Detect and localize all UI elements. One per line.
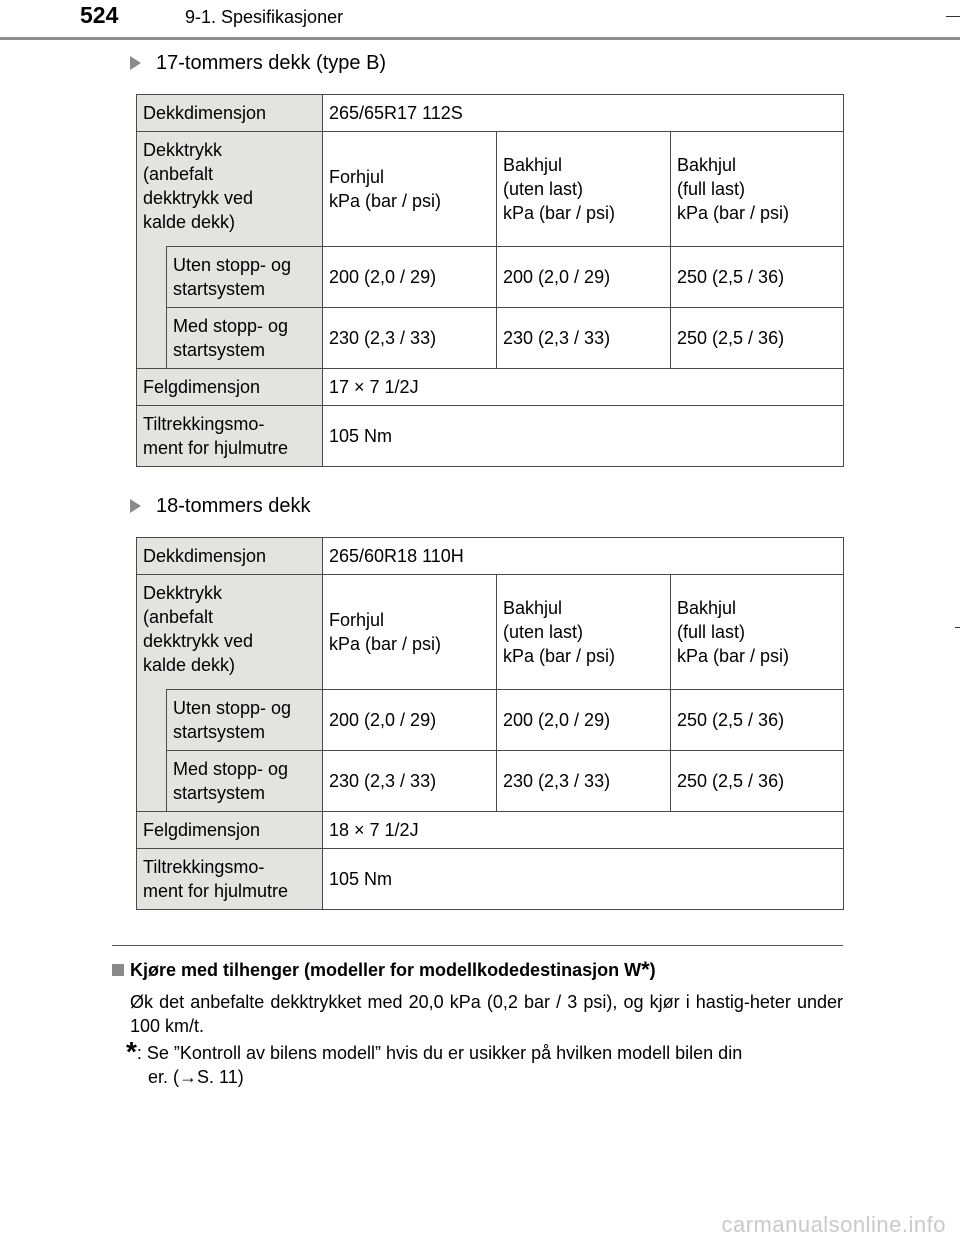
triangle-bullet-icon [130,56,141,70]
footnote [126,1036,843,1089]
footnote-star: * [126,1036,137,1067]
page-number: 524 [80,2,119,28]
note-rule [112,945,843,946]
table-row [137,751,844,812]
rim-size-value: 18 × 7 1/2J [323,812,844,849]
front-pressure: 230 (2,3 / 33) [323,751,497,812]
indent-cell [137,247,167,369]
note-heading-close: ) [649,960,656,980]
rear-full-pressure: 250 (2,5 / 36) [671,308,844,369]
table-row [137,690,844,751]
rim-size-label: Felgdimensjon [137,812,323,849]
pressure-label: Dekktrykk (anbefalt dekktrykk ved kalde dekk) [137,575,323,690]
watermark: carmanualsonline.info [721,1212,946,1237]
col-rear-full: Bakhjul (full last) kPa (bar / psi) [671,132,844,247]
rim-size-label: Felgdimensjon [137,369,323,406]
torque-label: Tiltrekkingsmo- ment for hjulmutre [137,849,323,910]
footnote-line-2: er. (→S. 11) [148,1067,244,1087]
subheading-17-inch [130,50,386,76]
col-rear-unladen: Bakhjul (uten last) kPa (bar / psi) [497,575,671,690]
col-front: Forhjul kPa (bar / psi) [323,575,497,690]
crop-mark-top [946,16,960,17]
subheading-text: 17-tommers dekk (type B) [156,52,387,74]
torque-value: 105 Nm [323,406,844,467]
tire-size-label: Dekkdimensjon [137,538,323,575]
system-label: Med stopp- og startsystem [167,751,323,812]
front-pressure: 230 (2,3 / 33) [323,308,497,369]
tire-spec-table-18 [136,537,844,910]
rim-size-value: 17 × 7 1/2J [323,369,844,406]
tire-spec-table-17 [136,94,844,467]
indent-cell [137,690,167,812]
rear-full-pressure: 250 (2,5 / 36) [671,690,844,751]
note-body: Øk det anbefalte dekktrykket med 20,0 kPa (0,2 bar / 3 psi), og kjør i hastig-heter under 100 km/t. [130,992,843,1036]
front-pressure: 200 (2,0 / 29) [323,690,497,751]
tire-size-value: 265/65R17 112S [323,95,844,132]
col-rear-unladen: Bakhjul (uten last) kPa (bar / psi) [497,132,671,247]
system-label: Uten stopp- og startsystem [167,690,323,751]
crop-mark-right [955,627,960,628]
subheading-text: 18-tommers dekk [156,495,311,517]
note-heading: Kjøre med tilhenger (modeller for modellkodedestinasjon W * ) [112,957,656,983]
footnote-line-1: : Se ”Kontroll av bilens modell” hvis du er usikker på hvilken modell bilen din [136,1043,743,1063]
rear-unladen-pressure: 200 (2,0 / 29) [497,247,671,308]
triangle-bullet-icon [130,499,141,513]
rear-unladen-pressure: 230 (2,3 / 33) [497,751,671,812]
rear-full-pressure: 250 (2,5 / 36) [671,751,844,812]
note-heading-text: Kjøre med tilhenger (modeller for modellkodedestinasjon W [130,960,642,980]
header-rule [0,37,960,40]
torque-value: 105 Nm [323,849,844,910]
system-label: Med stopp- og startsystem [167,308,323,369]
subheading-18-inch [130,493,311,519]
col-rear-full: Bakhjul (full last) kPa (bar / psi) [671,575,844,690]
system-label: Uten stopp- og startsystem [167,247,323,308]
tire-size-label: Dekkdimensjon [137,95,323,132]
rear-full-pressure: 250 (2,5 / 36) [671,247,844,308]
tire-size-value: 265/60R18 110H [323,538,844,575]
table-row [137,308,844,369]
front-pressure: 200 (2,0 / 29) [323,247,497,308]
col-front: Forhjul kPa (bar / psi) [323,132,497,247]
section-title: 9-1. Spesifikasjoner [185,7,344,27]
rear-unladen-pressure: 230 (2,3 / 33) [497,308,671,369]
pressure-label: Dekktrykk (anbefalt dekktrykk ved kalde dekk) [137,132,323,247]
rear-unladen-pressure: 200 (2,0 / 29) [497,690,671,751]
square-bullet-icon [112,964,124,976]
torque-label: Tiltrekkingsmo- ment for hjulmutre [137,406,323,467]
table-row [137,247,844,308]
